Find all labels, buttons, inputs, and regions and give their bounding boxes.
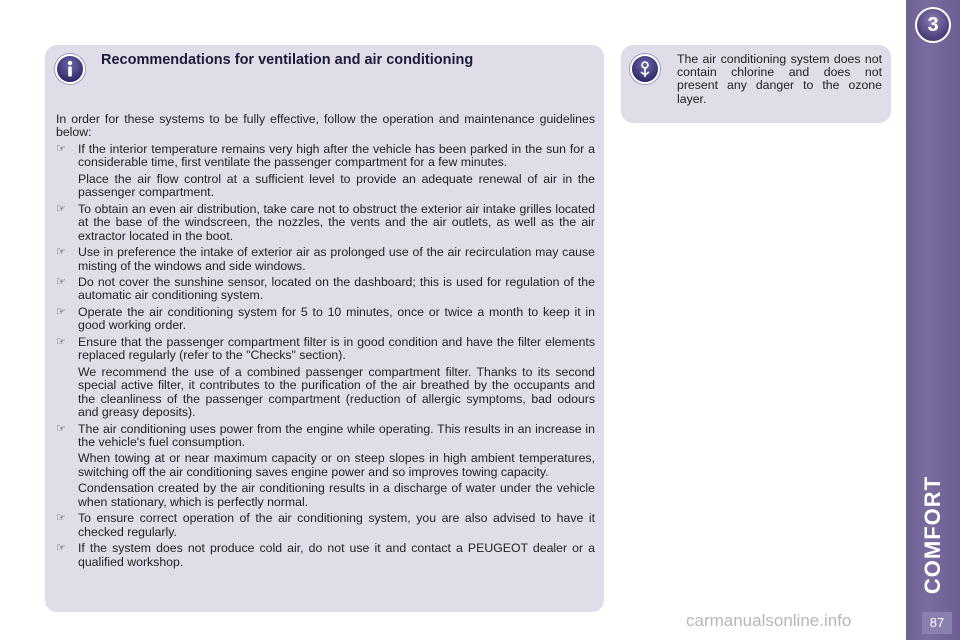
list-item <box>56 336 595 420</box>
list-item <box>56 143 595 200</box>
list-item-text: The air conditioning uses power from the engine while operating. This results in an increase in the vehicle's fuel consumption. <box>78 421 595 449</box>
recommendation-list <box>56 143 595 569</box>
list-item-text: Ensure that the passenger compartment filter is in good condition and have the filter elements replaced regularly (refer to the "Checks" section). <box>78 334 595 363</box>
chapter-title: COMFORT <box>920 475 945 595</box>
pointing-hand-icon: ☞ <box>56 542 66 555</box>
pointing-hand-icon: ☞ <box>56 335 66 348</box>
list-item-text: Operate the air conditioning system for 5 to 10 minutes, once or twice a month to keep it in good working order. <box>78 304 595 333</box>
list-item-text: To ensure correct operation of the air conditioning system, you are also advised to have it checked regularly. <box>78 511 595 539</box>
list-item-text: To obtain an even air distribution, take care not to obstruct the exterior air intake grilles located at the base of the windscreen, the nozzles, the vents and the air outlets, as well as the air extractor located in the boot. <box>78 201 595 243</box>
pointing-hand-icon: ☞ <box>56 202 66 215</box>
list-item-subparagraph: Condensation created by the air conditioning results in a discharge of water under the vehicle when stationary, which is perfectly normal. <box>78 481 595 509</box>
list-item-text: Use in preference the intake of exterior air as prolonged use of the air recirculation may cause misting of the windows and side windows. <box>78 245 595 273</box>
panel-title: Recommendations for ventilation and air conditioning <box>101 52 474 68</box>
list-item <box>56 276 595 303</box>
pointing-hand-icon: ☞ <box>56 305 66 318</box>
list-item-subparagraph: When towing at or near maximum capacity or on steep slopes in high ambient temperatures, switching off the air conditioning saves engine power and so improves towing capacity. <box>78 451 595 479</box>
list-item <box>56 423 595 510</box>
intro-paragraph: In order for these systems to be fully effective, follow the operation and maintenance guidelines below: <box>56 112 595 140</box>
pointing-hand-icon: ☞ <box>56 142 66 155</box>
list-item-subparagraph: Place the air flow control at a sufficient level to provide an adequate renewal of air in the passenger compartment. <box>78 171 595 200</box>
list-item-subparagraph: We recommend the use of a combined passenger compartment filter. Thanks to its second special active filter, it contributes to the purification of the air breathed by the occupants and the cleanliness of the passenger compartment (reduction of allergic symptoms, bad odours and greasy deposits). <box>78 364 595 420</box>
watermark[interactable]: carmanualsonline.info <box>686 611 852 630</box>
list-item-text: If the interior temperature remains very high after the vehicle has been parked in the sun for a considerable time, first ventilate the passenger compartment for a few minutes. <box>78 141 595 170</box>
pointing-hand-icon: ☞ <box>56 246 66 259</box>
list-item <box>56 246 595 273</box>
environment-note-text: The air conditioning system does not contain chlorine and does not present any danger to the ozone layer. <box>677 52 882 106</box>
list-item <box>56 542 595 569</box>
info-icon <box>55 54 85 84</box>
chapter-number-badge: 3 <box>915 7 951 43</box>
list-item-text: If the system does not produce cold air, do not use it and contact a PEUGEOT dealer or a qualified workshop. <box>78 541 595 569</box>
recommendations-body <box>56 113 595 569</box>
pointing-hand-icon: ☞ <box>56 275 66 288</box>
list-item-text: Do not cover the sunshine sensor, located on the dashboard; this is used for regulation of the automatic air conditioning system. <box>78 274 595 303</box>
eco-icon <box>630 54 660 84</box>
list-item <box>56 203 595 243</box>
pointing-hand-icon: ☞ <box>56 512 66 525</box>
page-number: 87 <box>922 612 952 634</box>
pointing-hand-icon: ☞ <box>56 422 66 435</box>
list-item <box>56 512 595 539</box>
list-item <box>56 306 595 333</box>
